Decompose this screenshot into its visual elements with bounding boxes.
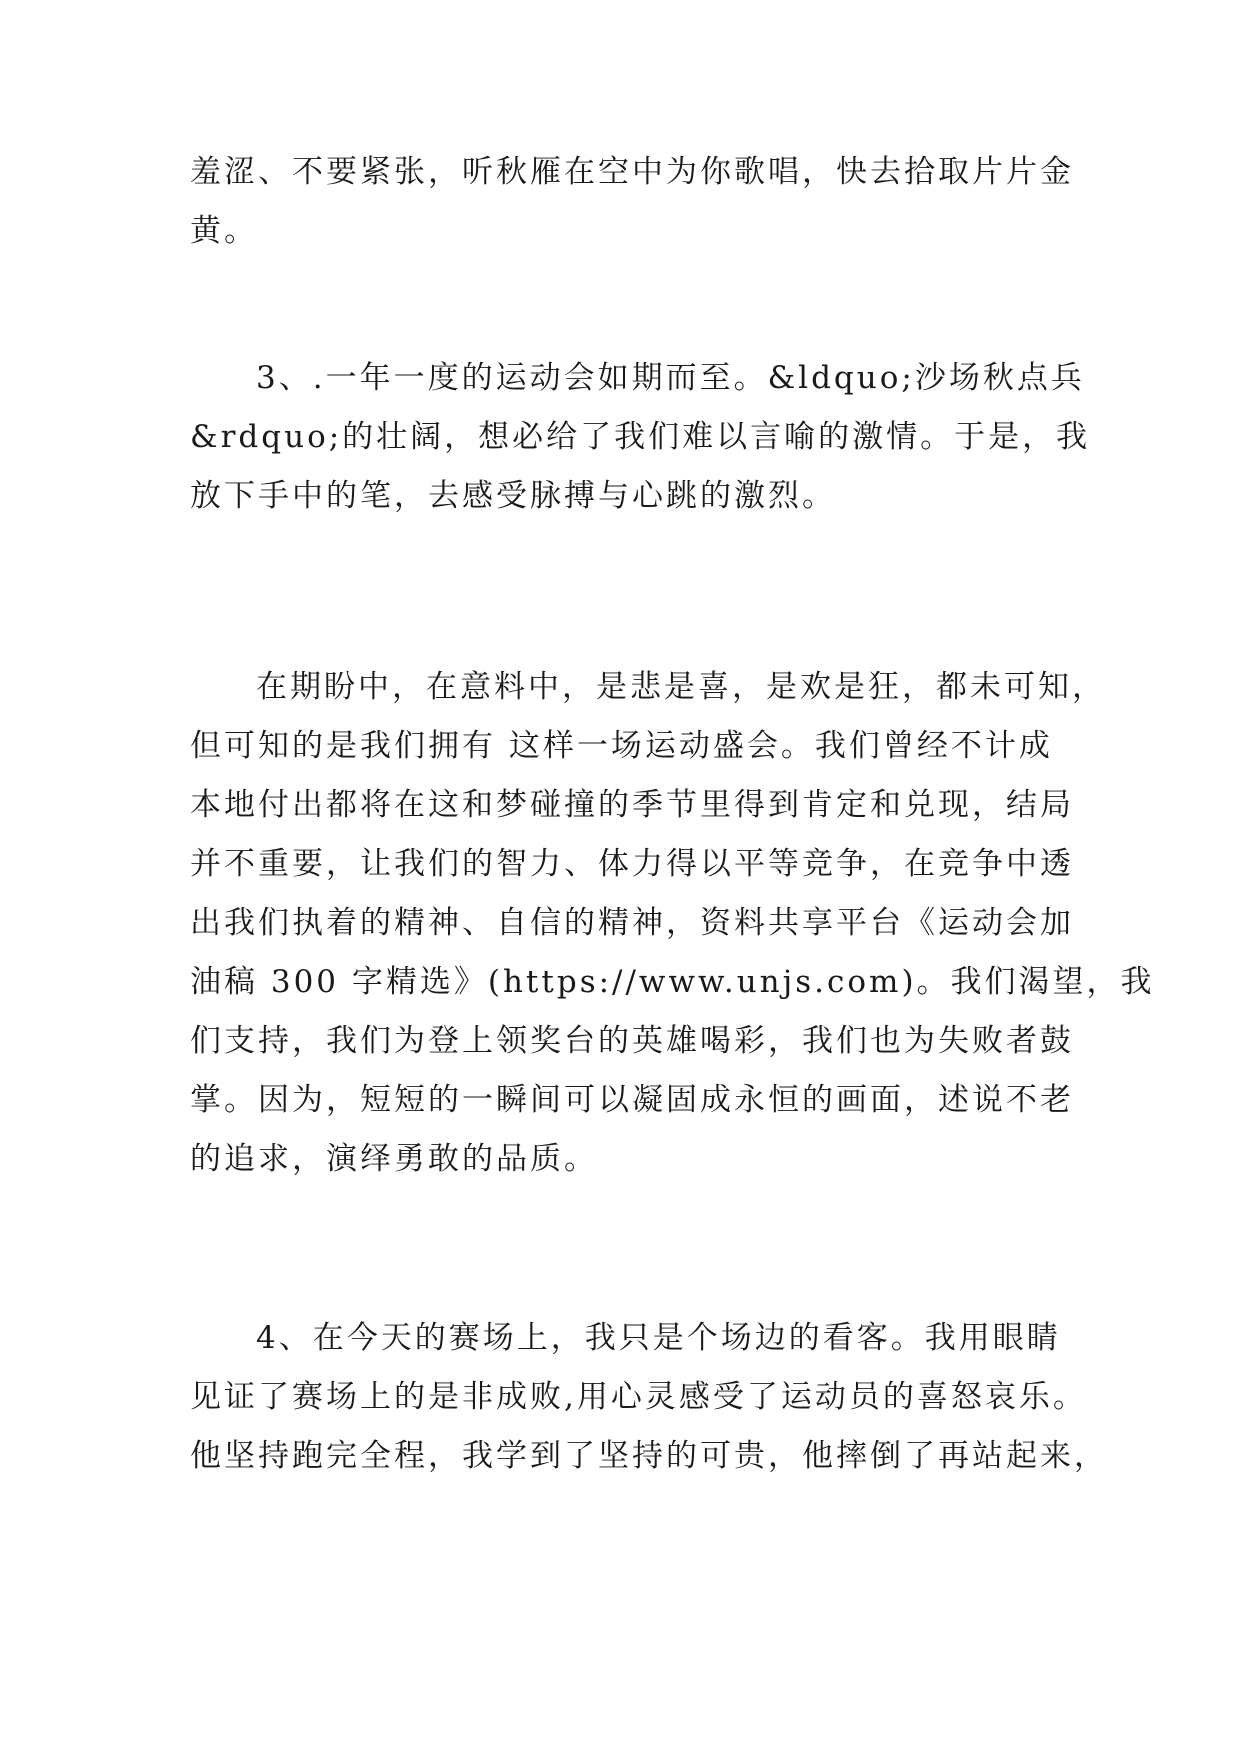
paragraph-line: 但可知的是我们拥有 这样一场运动盛会。我们曾经不计成 xyxy=(190,728,1053,764)
paragraph-line: 们支持，我们为登上领奖台的英雄喝彩，我们也为失败者鼓 xyxy=(190,1023,1074,1059)
paragraph-line: 羞涩、不要紧张，听秋雁在空中为你歌唱，快去拾取片片金 xyxy=(190,154,1074,190)
paragraph-line: 4、在今天的赛场上，我只是个场边的看客。我用眼睛 xyxy=(256,1320,1061,1356)
paragraph-4 xyxy=(190,1309,1108,1486)
paragraph-line: 油稿 300 字精选》(https://www.unjs.com)。我们渴望，我 xyxy=(190,964,1155,1000)
paragraph-line: 见证了赛场上的是非成败,用心灵感受了运动员的喜怒哀乐。 xyxy=(190,1379,1087,1415)
paragraph-3 xyxy=(190,658,1155,1189)
paragraph-line: 掌。因为，短短的一瞬间可以凝固成永恒的画面，述说不老 xyxy=(190,1082,1074,1118)
paragraph-2 xyxy=(190,349,1091,526)
paragraph-line: 出我们执着的精神、自信的精神，资料共享平台《运动会加 xyxy=(190,905,1074,941)
paragraph-line: 放下手中的笔，去感受脉搏与心跳的激烈。 xyxy=(190,478,836,514)
paragraph-line: &rdquo;的壮阔，想必给了我们难以言喻的激情。于是，我 xyxy=(190,419,1091,455)
paragraph-line: 3、.一年一度的运动会如期而至。&ldquo;沙场秋点兵 xyxy=(256,360,1085,396)
paragraph-line: 并不重要，让我们的智力、体力得以平等竞争，在竞争中透 xyxy=(190,846,1074,882)
paragraph-line: 在期盼中，在意料中，是悲是喜，是欢是狂，都未可知， xyxy=(256,669,1106,705)
paragraph-1 xyxy=(190,143,1074,261)
paragraph-line: 本地付出都将在这和梦碰撞的季节里得到肯定和兑现，结局 xyxy=(190,787,1074,823)
paragraph-line: 他坚持跑完全程，我学到了坚持的可贵，他摔倒了再站起来， xyxy=(190,1438,1108,1474)
paragraph-line: 的追求，演绎勇敢的品质。 xyxy=(190,1141,598,1177)
paragraph-line: 黄。 xyxy=(190,213,258,249)
